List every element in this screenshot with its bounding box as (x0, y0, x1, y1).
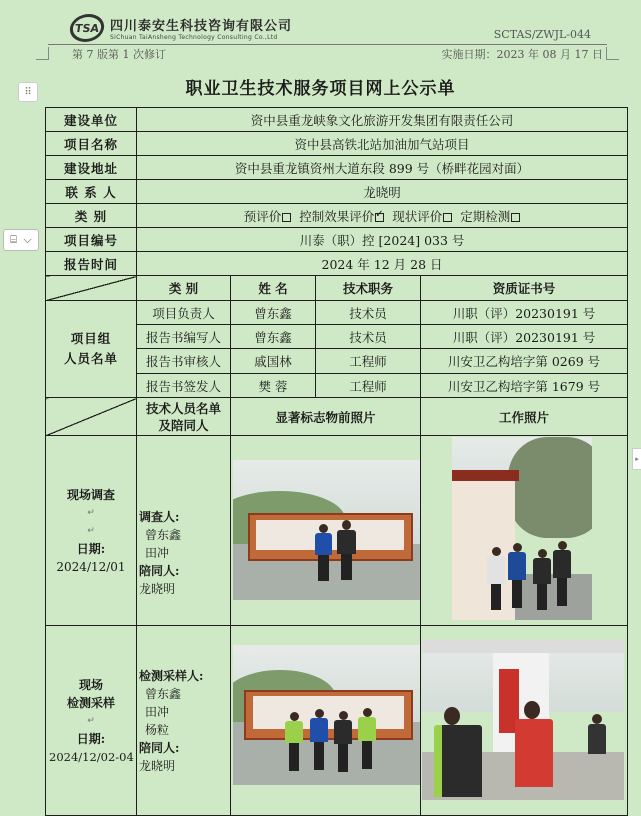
company-name-en: SiChuan TaiAnsheng Technology Consulting Co.,Ltd (110, 34, 278, 41)
survey-date-label: 日期: (76, 541, 106, 556)
info-row (46, 228, 628, 252)
info-label: 类 别 (46, 204, 137, 228)
team-title: 技术员 (316, 325, 421, 349)
sampling-staff: 杨粒 (145, 722, 170, 737)
category-options (137, 204, 628, 228)
photo-col-header: 工作照片 (421, 398, 628, 436)
team-title: 工程师 (316, 374, 421, 398)
team-role: 报告书审核人 (137, 349, 231, 374)
survey-staff: 曾东鑫 (145, 527, 182, 542)
team-header-row (46, 276, 628, 301)
survey-landmark-photo (233, 460, 420, 600)
sampling-landmark-photo (233, 645, 420, 785)
info-value: 龙晓明 (137, 180, 628, 204)
logo-mark: TSA (68, 14, 106, 42)
category-row (46, 204, 628, 228)
sampling-escort: 龙晓明 (139, 758, 176, 773)
team-title: 技术员 (316, 301, 421, 325)
header-rule (48, 44, 607, 45)
paragraph-style-button[interactable] (3, 229, 39, 251)
category-option[interactable]: 定期检测 (460, 209, 520, 224)
info-value: 川泰（职）控 [2024] 033 号 (137, 228, 628, 252)
team-cert: 川职（评）20230191 号 (421, 325, 628, 349)
info-row (46, 132, 628, 156)
survey-label-cell: 现场调查 ↵ ↵ 日期: 2024/12/01 (46, 436, 137, 626)
info-label: 项目名称 (46, 132, 137, 156)
info-row (46, 108, 628, 132)
checkbox-icon[interactable] (511, 213, 520, 222)
survey-work-photo (452, 437, 592, 620)
sampling-date: 2024/12/02-04 (49, 749, 134, 764)
info-value: 2024 年 12 月 28 日 (137, 252, 628, 276)
info-value: 资中县重龙峡象文化旅游开发集团有限责任公司 (137, 108, 628, 132)
info-value: 资中县重龙镇资州大道东段 899 号（桥畔花园对面） (137, 156, 628, 180)
checkbox-checked-icon[interactable] (375, 213, 384, 222)
category-option[interactable]: 现状评价 (392, 209, 452, 224)
sampling-lead-label: 检测采样人: (139, 668, 204, 683)
survey-date: 2024/12/01 (56, 559, 126, 574)
photo-col-header: 技术人员名单及陪同人 (137, 398, 231, 436)
margin-corner-right (606, 47, 619, 60)
sampling-staff: 曾东鑫 (145, 686, 182, 701)
survey-lead-label: 调查人: (139, 509, 180, 524)
team-header: 姓 名 (231, 276, 316, 301)
company-name-cn: 四川泰安生科技咨询有限公司 (110, 19, 293, 34)
checkbox-icon[interactable] (282, 213, 291, 222)
survey-staff: 田冲 (145, 545, 170, 560)
side-panel-toggle-icon[interactable]: ▸ (632, 448, 641, 470)
survey-people (137, 436, 231, 626)
team-header: 技术职务 (316, 276, 421, 301)
team-role: 报告书编写人 (137, 325, 231, 349)
team-name: 樊 蓉 (231, 374, 316, 398)
team-name: 戚国林 (231, 349, 316, 374)
survey-escort: 龙晓明 (139, 581, 176, 596)
survey-label: 现场调查 (66, 487, 115, 502)
sampling-staff: 田冲 (145, 704, 170, 719)
checkbox-icon[interactable] (443, 213, 452, 222)
category-option[interactable]: 预评价 (244, 209, 292, 224)
team-role: 项目负责人 (137, 301, 231, 325)
info-row (46, 180, 628, 204)
diagonal-cell (46, 276, 137, 301)
team-title: 工程师 (316, 349, 421, 374)
paragraph-style-icon: ⌸ (10, 233, 17, 246)
sampling-label-cell: 现场 检测采样 ↵ 日期: 2024/12/02-04 (46, 626, 137, 816)
photo-col-header: 显著标志物前照片 (231, 398, 421, 436)
margin-corner-left (36, 47, 49, 60)
info-label: 建设单位 (46, 108, 137, 132)
company-logo (70, 14, 292, 42)
sampling-label: 检测采样 (66, 695, 115, 710)
page-title: 职业卫生技术服务项目网上公示单 (185, 79, 456, 99)
team-name: 曾东鑫 (231, 325, 316, 349)
team-header: 类 别 (137, 276, 231, 301)
team-cert: 川安卫乙构培字第 0269 号 (421, 349, 628, 374)
info-label: 报告时间 (46, 252, 137, 276)
team-cert: 川职（评）20230191 号 (421, 301, 628, 325)
survey-escort-label: 陪同人: (139, 563, 180, 578)
document-header (0, 0, 641, 62)
info-row (46, 156, 628, 180)
sampling-people (137, 626, 231, 816)
team-group-label: 项目组 人员名单 (46, 301, 137, 398)
chevron-down-icon: ⌵ (23, 233, 32, 246)
sampling-work-photo (422, 640, 624, 800)
document-code: SCTAS/ZWJL-044 (493, 28, 591, 41)
info-label: 建设地址 (46, 156, 137, 180)
info-label: 项目编号 (46, 228, 137, 252)
team-header: 资质证书号 (421, 276, 628, 301)
team-cert: 川安卫乙构培字第 1679 号 (421, 374, 628, 398)
version-text: 第 7 版第 1 次修订 (72, 48, 166, 61)
team-role: 报告书签发人 (137, 374, 231, 398)
info-label: 联 系 人 (46, 180, 137, 204)
team-name: 曾东鑫 (231, 301, 316, 325)
info-row (46, 252, 628, 276)
sampling-date-label: 日期: (76, 731, 106, 746)
diagonal-cell (46, 398, 137, 436)
sampling-label: 现场 (78, 677, 103, 692)
photo-header-row (46, 398, 628, 436)
implement-date: 实施日期：2023 年 08 月 17 日 (441, 48, 603, 61)
sampling-escort-label: 陪同人: (139, 740, 180, 755)
category-option[interactable]: 控制效果评价✓ (299, 209, 384, 224)
info-value: 资中县高铁北站加油加气站项目 (137, 132, 628, 156)
table-drag-handle-icon[interactable]: ⠿ (18, 82, 38, 102)
team-row (46, 301, 628, 325)
